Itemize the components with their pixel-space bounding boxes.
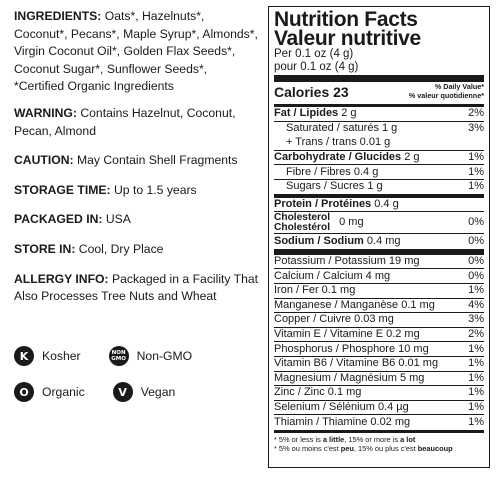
product-info-column [14,8,260,318]
mineral-percent: 2% [468,328,484,341]
caution-label: CAUTION: [14,153,74,168]
warning-text: WARNING: Contains Hazelnut, Coconut, Pecan, Almond [14,105,236,138]
mineral-label: Calcium / Calcium 4 mg [274,269,391,282]
mineral-row [274,269,484,284]
mineral-row [274,328,484,343]
non-gmo-badge [109,346,193,366]
ingredients-label: INGREDIENTS: [14,9,102,23]
trans-row: + Trans / trans 0.01 g [274,136,484,151]
badge-row [14,346,254,366]
saturated-row: Saturated / saturés 1 g 3% [286,122,484,135]
nutrition-facts-panel [268,6,490,468]
calories-value: Calories 23 [274,84,349,100]
mineral-label: Potassium / Potassium 19 mg [274,255,420,268]
mineral-percent: 3% [468,313,484,326]
mineral-row [274,386,484,401]
mineral-label: Manganese / Manganèse 0.1 mg [274,298,435,311]
fibre-row: Fibre / Fibres 0.4 g 1% [274,165,484,180]
non-gmo-icon: NON GMO [109,346,129,366]
ingredients-text: INGREDIENTS: Oats*, Hazelnuts*, Coconut*, Pecans*, Maple Syrup*, Almonds*, Virgin Coconut Oil*, Golden Flax Seeds*, Coconut Sugar*, Sunflower Seeds*, *Certified Organic Ingredients [14,9,258,94]
mineral-percent: 1% [468,342,484,355]
badge-row [14,382,254,402]
mineral-row [274,401,484,416]
kosher-icon: K [14,346,34,366]
mineral-row [274,357,484,372]
calories-row [274,83,484,104]
nutrition-title-en: Nutrition Facts [274,8,418,31]
mineral-percent: 1% [468,400,484,413]
divider-thick [274,75,484,82]
serving-size-fr: pour 0.1 oz (4 g) [274,60,359,73]
mineral-label: Vitamin B6 / Vitamine B6 0.01 mg [274,357,439,370]
mineral-row [274,284,484,299]
mineral-percent: 1% [468,371,484,384]
mineral-label: Selenium / Sélénium 0.4 µg [274,400,409,413]
caution-text: CAUTION: May Contain Shell Fragments [14,153,238,168]
cholesterol-row: Cholesterol Cholestérol 0 mg 0% [274,211,484,233]
mineral-percent: 0% [468,255,484,268]
allergy-info-text: ALLERGY INFO: Packaged in a Facility That Also Processes Tree Nuts and Wheat [14,271,259,304]
mineral-row [274,342,484,357]
organic-badge [14,382,85,402]
mineral-percent: 0% [468,269,484,282]
vitamins-minerals-list [274,255,484,430]
mineral-row [274,299,484,314]
non-gmo-label: Non-GMO [136,349,193,363]
fat-row: Fat / Lipides 2 g 2% [274,107,484,122]
mineral-label: Vitamin E / Vitamine E 0.2 mg [274,328,420,341]
nutrition-title-fr: Valeur nutritive [274,27,421,50]
daily-value-header: % Daily Value* % valeur quotidienne* [408,82,484,100]
carbohydrate-row: Carbohydrate / Glucides 2 g 1% [274,151,484,166]
mineral-label: Iron / Fer 0.1 mg [274,284,356,297]
vegan-label: Vegan [140,385,176,399]
mineral-percent: 1% [468,416,484,429]
sodium-row: Sodium / Sodium 0.4 mg 0% [274,234,484,247]
allergy-info-label: ALLERGY INFO: [14,271,109,286]
mineral-label: Copper / Cuivre 0.03 mg [274,313,394,326]
mineral-label: Magnesium / Magnésium 5 mg [274,371,425,384]
store-in-text: STORE IN: Cool, Dry Place [14,241,164,256]
mineral-percent: 1% [468,284,484,297]
protein-row: Protein / Protéines 0.4 g [274,198,484,213]
serving-size-en: Per 0.1 oz (4 g) [274,48,354,60]
packaged-in-text: PACKAGED IN: USA [14,212,131,227]
sugars-row: Sugars / Sucres 1 g 1% [274,180,484,195]
mineral-row [274,415,484,430]
packaged-in-label: PACKAGED IN: [14,212,103,227]
mineral-percent: 1% [468,386,484,399]
warning-label: WARNING: [14,105,77,120]
storage-time-text: STORAGE TIME: Up to 1.5 years [14,182,197,197]
mineral-label: Phosphorus / Phosphore 10 mg [274,342,429,355]
mineral-row [274,255,484,270]
organic-label: Organic [42,385,85,399]
store-in-label: STORE IN: [14,241,76,256]
vegan-badge [113,382,176,402]
mineral-percent: 4% [468,298,484,311]
kosher-label: Kosher [42,349,81,363]
mineral-label: Zinc / Zinc 0.1 mg [274,386,362,399]
daily-value-footnote: * 5% or less is a little, 15% or more is a lot * 5% ou moins c'est peu, 15% ou plus c'est beaucoup [274,434,453,454]
vegan-icon: V [113,382,133,402]
mineral-row [274,313,484,328]
organic-icon: O [14,382,34,402]
mineral-percent: 1% [468,357,484,370]
storage-time-label: STORAGE TIME: [14,182,111,197]
mineral-label: Thiamin / Thiamine 0.02 mg [274,416,411,429]
mineral-row [274,372,484,387]
certification-badges [14,346,254,418]
kosher-badge [14,346,81,366]
